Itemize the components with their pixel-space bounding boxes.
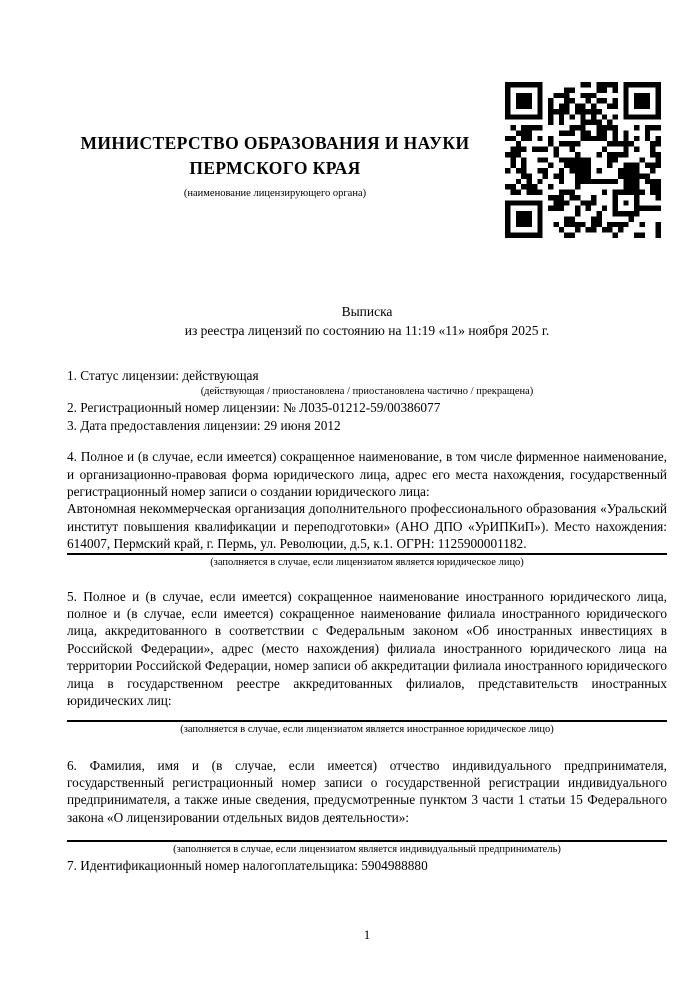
item-6-rule-line	[67, 840, 667, 842]
item-2-registration-number: 2. Регистрационный номер лицензии: № Л035-01212-59/00386077	[67, 400, 441, 416]
item-6-caption: (заполняется в случае, если лицензиатом является индивидуальный предприниматель)	[173, 844, 561, 856]
item-1-status: 1. Статус лицензии: действующая	[67, 368, 259, 383]
item-5-rule-line	[67, 720, 667, 722]
item-5-label: 5. Полное и (в случае, если имеется) сокращенное наименование иностранного юридического лица, полное и (в случае, если имеется) сокращенное наименование филиала иностранного юридического лица, аккредитованного в соответствии с Федеральным законом «Об иностранных инвестициях в Российской Федерации», адрес (место нахождения) филиала иностранного юридического лица на территории Российской Федерации, номер записи об аккредитации филиала иностранного юридического лица в государственном реестре аккредитованных филиалов, представительств иностранных юридических лиц:	[67, 588, 667, 709]
issuing-authority-header	[55, 131, 495, 200]
document-title: Выписка	[341, 304, 393, 319]
ministry-name-line1: МИНИСТЕРСТВО ОБРАЗОВАНИЯ И НАУКИ	[80, 133, 470, 153]
item-6-label: 6. Фамилия, имя и (в случае, если имеется) отчество индивидуального предпринимателя, государственный регистрационный номер записи о государственной регистрации индивидуального предпринимателя, а также иные сведения, предусмотренные пунктом 3 части 1 статьи 15 Федерального закона «О лицензировании отдельных видов деятельности»:	[67, 757, 667, 825]
document-title-block	[67, 302, 667, 340]
ministry-name-caption: (наименование лицензирующего органа)	[183, 188, 367, 199]
ministry-name-line2: ПЕРМСКОГО КРАЯ	[189, 158, 361, 178]
item-5-caption: (заполняется в случае, если лицензиатом является иностранное юридическое лицо)	[180, 723, 554, 735]
item-4-caption: (заполняется в случае, если лицензиатом является юридическое лицо)	[210, 556, 524, 568]
item-3-grant-date: 3. Дата предоставления лицензии: 29 июня 2012	[67, 417, 341, 433]
item-7-taxpayer-number: 7. Идентификационный номер налогоплательщика: 5904988880	[67, 858, 428, 874]
document-subtitle: из реестра лицензий по состоянию на 11:19 «11» ноября 2025 г.	[184, 323, 550, 338]
item-6-empty-field	[67, 826, 667, 840]
item-6-individual-entrepreneur	[67, 757, 667, 858]
item-4-label: 4. Полное и (в случае, если имеется) сокращенное наименование, в том числе фирменное наименование, и организационно-правовая форма юридического лица, адрес его места нахождения, государственный регистрационный номер записи о создании юридического лица:	[67, 449, 667, 500]
document-body	[67, 367, 667, 875]
item-4-legal-entity	[67, 448, 667, 569]
qr-code-image	[505, 82, 661, 238]
item-4-value: Автономная некоммерческая организация дополнительного профессионального образования «Уральский институт повышения квалификации и переподготовки» (АНО ДПО «УрИПКиП»). Место нахождения: 614007, Пермский край, г. Пермь, ул. Революции, д.5, к.1. ОГРН: 1125900001182.	[67, 500, 667, 554]
item-1-caption: (действующая / приостановлена / приостановлена частично / прекращена)	[200, 386, 534, 398]
page-number: 1	[363, 927, 371, 942]
qr-code	[505, 82, 661, 238]
item-5-empty-field	[67, 710, 667, 720]
item-5-foreign-entity	[67, 588, 667, 737]
